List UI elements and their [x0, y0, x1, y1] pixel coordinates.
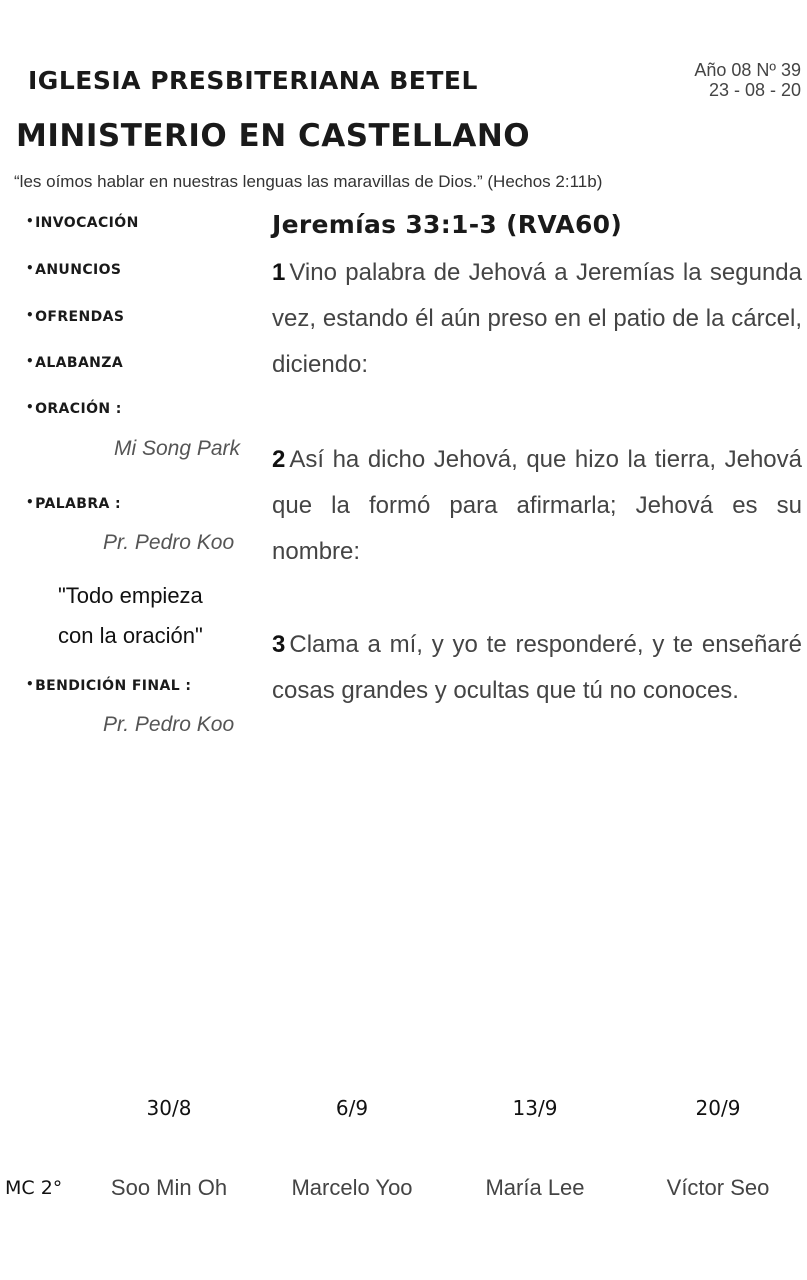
schedule-date: 30/8	[146, 1096, 192, 1120]
verse-text: Vino palabra de Jehová a Jeremías la segunda vez, estando él aún preso en el patio de la cárcel, diciendo:	[272, 259, 802, 378]
sermon-title	[58, 576, 203, 656]
ministry-title: MINISTERIO EN CASTELLANO	[16, 118, 531, 154]
verse-number: 2	[272, 446, 286, 473]
order-item-label: ANUNCIOS	[35, 262, 122, 278]
schedule-row-label: MC 2°	[5, 1177, 63, 1199]
verse-text: Así ha dicho Jehová, que hizo la tierra, Jehová que la formó para afirmarla; Jehová es su nombre:	[272, 446, 802, 565]
benediction-minister: Pr. Pedro Koo	[103, 713, 235, 736]
bullet-icon: •	[26, 400, 35, 414]
church-name: IGLESIA PRESBITERIANA BETEL	[28, 66, 478, 95]
preacher: Pr. Pedro Koo	[103, 531, 235, 554]
bullet-icon: •	[26, 214, 35, 228]
prayer-leader: Mi Song Park	[114, 437, 241, 460]
scripture-verse	[272, 622, 802, 714]
schedule-name: María Lee	[485, 1175, 585, 1200]
scripture-verse	[272, 250, 802, 388]
schedule-name: Víctor Seo	[666, 1175, 770, 1200]
order-item-label: PALABRA :	[35, 496, 122, 512]
issue-date: 23 - 08 - 20	[708, 80, 801, 100]
verse-text: Clama a mí, y yo te responderé, y te enseñaré cosas grandes y ocultas que tú no conoces.	[272, 631, 802, 704]
order-item-offerings	[26, 308, 124, 325]
schedule-name: Soo Min Oh	[110, 1175, 228, 1200]
order-item-benediction	[26, 677, 191, 694]
header-verse-quote: “les oímos hablar en nuestras lenguas las maravillas de Dios.” (Hechos 2:11b)	[14, 172, 603, 191]
issue-number: Año 08 Nº 39	[694, 60, 801, 80]
order-item-prayer	[26, 400, 122, 417]
sermon-title-line: con la oración"	[58, 623, 203, 648]
order-item-invocation	[26, 214, 139, 231]
schedule-date: 13/9	[512, 1096, 558, 1120]
schedule-date: 6/9	[335, 1096, 369, 1120]
bullet-icon: •	[26, 495, 35, 509]
scripture-verse	[272, 437, 802, 575]
bullet-icon: •	[26, 308, 35, 322]
order-item-praise	[26, 354, 123, 371]
scripture-reference: Jeremías 33:1-3 (RVA60)	[272, 210, 623, 239]
bullet-icon: •	[26, 261, 35, 275]
order-item-label: INVOCACIÓN	[35, 215, 139, 231]
verse-number: 1	[272, 259, 286, 286]
order-item-label: OFRENDAS	[35, 309, 125, 325]
bullet-icon: •	[26, 677, 35, 691]
schedule-name: Marcelo Yoo	[291, 1175, 413, 1200]
order-item-label: ALABANZA	[35, 355, 124, 371]
order-item-label: BENDICIÓN FINAL :	[35, 678, 192, 694]
bullet-icon: •	[26, 354, 35, 368]
sermon-title-line: "Todo empieza	[58, 583, 203, 608]
order-item-word	[26, 495, 121, 512]
verse-number: 3	[272, 631, 286, 658]
issue-info	[694, 60, 801, 100]
order-item-label: ORACIÓN :	[35, 401, 122, 417]
order-item-announcements	[26, 261, 121, 278]
schedule-date: 20/9	[695, 1096, 741, 1120]
